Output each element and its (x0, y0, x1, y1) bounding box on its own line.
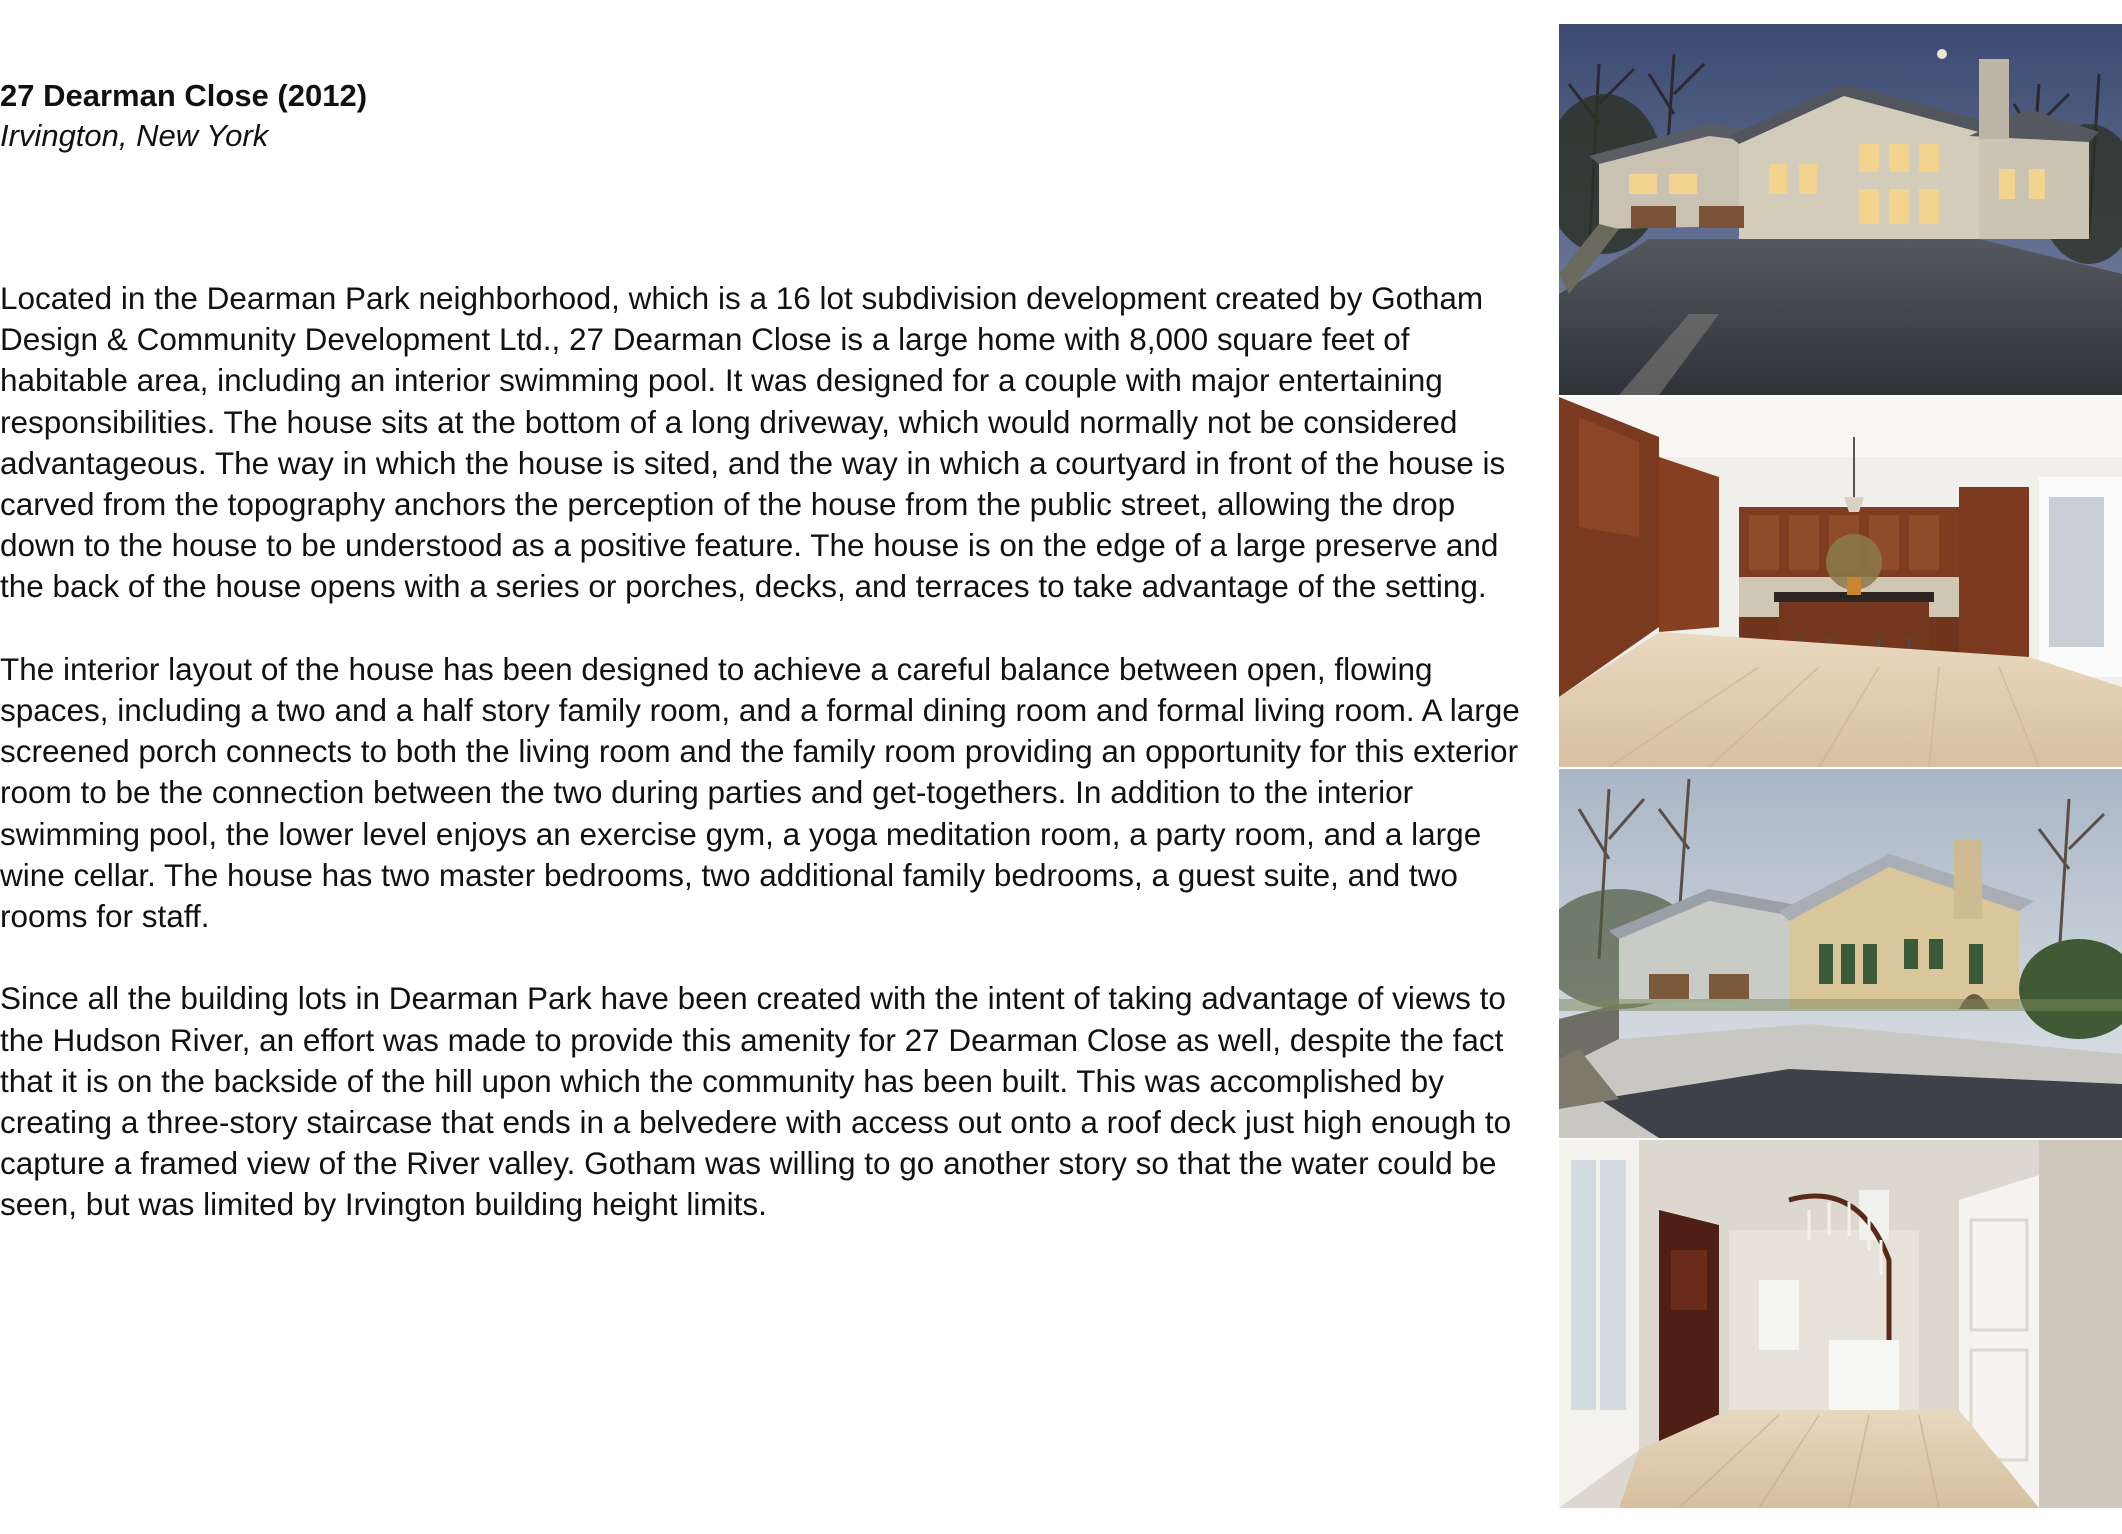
page-title: 27 Dearman Close (2012) (0, 78, 368, 113)
kitchen-image (1559, 397, 2122, 767)
paragraph-siting: Located in the Dearman Park neighborhood, which is a 16 lot subdivision development created by Gotham Design & Community Development Ltd., 27 Dearman Close is a large home with 8,000 square feet of habitable area, including an interior swimming pool. It was designed for a couple with major entertaining responsibilities. The house sits at the bottom of a long driveway, which would normally not be considered advantageous. The way in which the house is sited, and the way in which a courtyard in front of the house is carved from the topography anchors the perception of the house from the public street, allowing the drop down to the house to be understood as a positive feature. The house is on the edge of a large preserve and the back of the house opens with a series or porches, decks, and terraces to take advantage of the setting. (0, 280, 1506, 605)
paragraph-interior: The interior layout of the house has been designed to achieve a careful balance between open, flowing spaces, including a two and a half story family room, and a formal dining room and formal living room. A large screened porch connects to both the living room and the family room providing an opportunity for this exterior room to be the connection between the two during parties and get-togethers. In addition to the interior swimming pool, the lower level enjoys an exercise gym, a yoga meditation room, a party room, and a large wine cellar. The house has two master bedrooms, two additional family bedrooms, a guest suite, and two rooms for staff. (0, 650, 1520, 935)
foyer-image (1559, 1140, 2122, 1508)
paragraph-views: Since all the building lots in Dearman Park have been created with the intent of taking advantage of views to the Hudson River, an effort was made to provide this amenity for 27 Dearman Close as well, despite the fact that it is on the backside of the hill upon which the community has been built. This was accomplished by creating a three-story staircase that ends in a belvedere with access out onto a roof deck just high enough to capture a framed view of the River valley. Gotham was willing to go another story so that the water could be seen, but was limited by Irvington building height limits. (0, 980, 1512, 1223)
exterior-day-image (1559, 769, 2122, 1138)
photo-kitchen (1559, 397, 2122, 767)
text-column (0, 76, 1530, 156)
exterior-dusk-image (1559, 24, 2122, 395)
photo-column (1559, 24, 2122, 1508)
location-subtitle: Irvington, New York (0, 118, 269, 153)
photo-exterior-day (1559, 769, 2122, 1138)
photo-exterior-dusk (1559, 24, 2122, 395)
photo-foyer (1559, 1140, 2122, 1508)
description-body (0, 278, 1525, 1267)
